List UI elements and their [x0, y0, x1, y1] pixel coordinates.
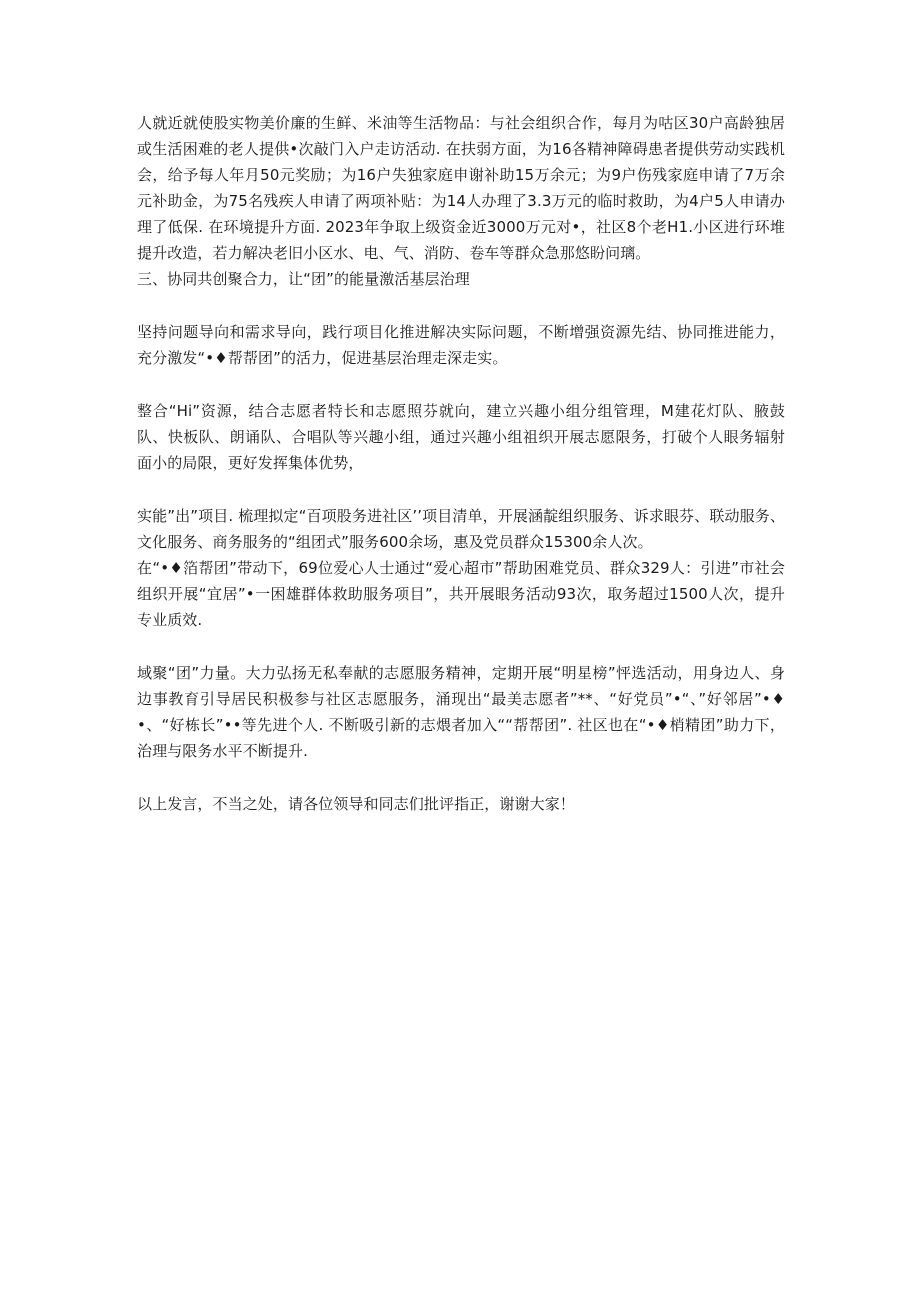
paragraph-helping-team: 在“•♦箔帮团”带动下，69位爱心人士通过“爱心超市”帮助困难党员、群众329人：引进”市社会组织开展“宜居”•一困雄群体救助服务项目”，共开展眼务活动93次，取务超过1500人次，提升专业质效. — [137, 559, 785, 629]
paragraph-integrate-resources: 整合“Hi”资源，结合志愿者特长和志愿照芬就向，建立兴趣小组分组管理，M建花灯队、腋鼓队、快板队、朗诵队、合唱队等兴趣小组，通过兴趣小组祖织开展志愿限务，打破个人眼务辐射面小的局限，更好发挥集体优势， — [137, 402, 785, 472]
paragraph-problem-oriented: 坚持问题导向和需求导向，践行项目化推进解决实际问题，不断增强资源先结、协同推进能力，充分激发“•♦帮帮团”的活力，促进基层治理走深走实。 — [137, 323, 785, 367]
paragraph-gather-strength: 域聚“团”力量。大力弘扬无私奉献的志愿服务精神，定期开展“明星榜”怦选活动，用身边人、身边事教育引导居民积极参与社区志愿服务，涌现出“最美志愿者”**、“好党员”•“、”好邻居”•♦•、“好栋长”••等先进个人. 不断吸引新的志煨者加入““帮帮团”. 社区也在“•♦梢精团”助力下，治理与限务水平不断提升. — [137, 664, 785, 760]
document-page — [137, 110, 785, 817]
paragraph-closing: 以上发言，不当之处，请各位领导和同志们批评指正，谢谢大家！ — [137, 795, 575, 813]
section-heading-3: 三、协同共创聚合力，让“团”的能量激活基层治理 — [137, 270, 470, 288]
paragraph-livelihood: 人就近就使股实物美价廉的生鲜、米油等生活物品：与社会组织合作，每月为咕区30户高龄独居或生活困难的老人提供•次敲门入户走访活动. 在扶弱方面，为16各精神障碍患者提供劳动实践机会，给予每人年月50元奖励；为16户失独家庭申谢补助15万余元；为9户伤残家庭申请了7万余元补助金，为75名残疾人申请了两项补贴：为14人办理了3.3万元的临时救助，为4户5人申请办理了低保. 在环境提升方面. 2023年争取上级资金近3000万元对•，社区8个老H1.小区进行环堆提升改造，若力解决老旧小区水、电、气、消防、卷车等群众急那悠盼问璃。 — [137, 114, 785, 262]
paragraph-projects: 实能”出”项目. 梳理拟定“百项股务进社区’’项目清单，开展涵靛组织服务、诉求眼芬、联动服务、文化服务、商务服务的“组团式”服务600余场，惠及党员群众15300余人次。 — [137, 507, 785, 551]
